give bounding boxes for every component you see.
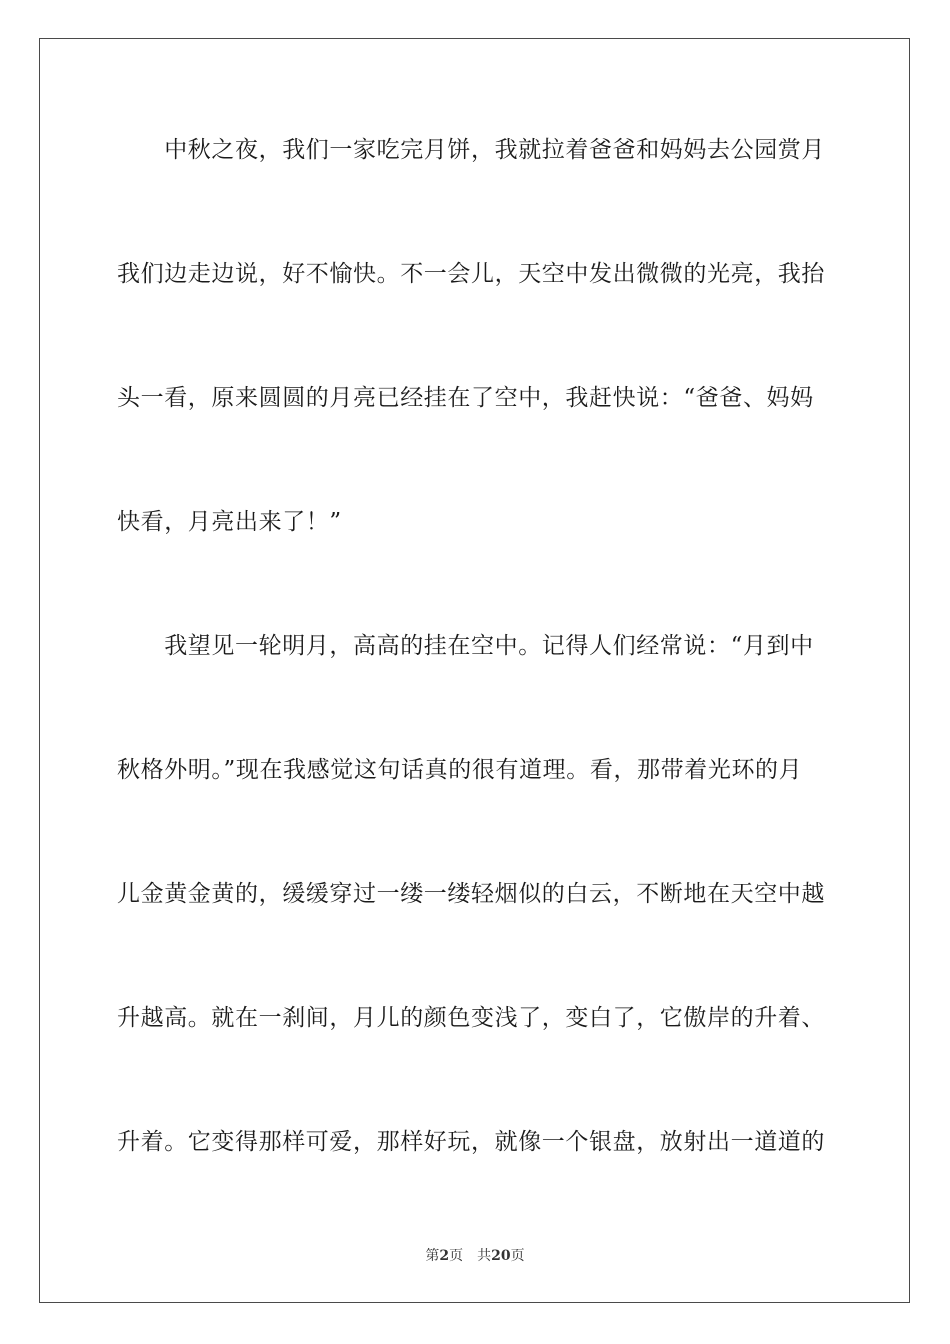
total-prefix: 共 <box>477 1248 492 1264</box>
total-suffix: 页 <box>510 1248 525 1264</box>
text-line-5: 我望见一轮明月，高高的挂在空中。记得人们经常说：“月到中 <box>117 633 814 659</box>
page-prefix: 第 <box>425 1248 440 1264</box>
text-line-8: 升越高。就在一刹间，月儿的颜色变浅了，变白了，它傲岸的升着、 <box>117 1005 825 1031</box>
text-line-9: 升着。它变得那样可爱，那样好玩，就像一个银盘，放射出一道道的 <box>117 1129 825 1155</box>
page-suffix: 页 <box>449 1248 464 1264</box>
text-line-1: 中秋之夜，我们一家吃完月饼，我就拉着爸爸和妈妈去公园赏月 <box>117 137 825 163</box>
page-footer <box>0 1247 950 1265</box>
text-line-3: 头一看，原来圆圆的月亮已经挂在了空中，我赶快说：“爸爸、妈妈 <box>117 385 814 411</box>
text-line-4: 快看，月亮出来了！” <box>117 509 342 535</box>
text-line-2: 我们边走边说，好不愉快。不一会儿，天空中发出微微的光亮，我抬 <box>117 261 825 287</box>
total-pages: 20 <box>491 1248 511 1264</box>
text-line-7: 儿金黄金黄的，缓缓穿过一缕一缕轻烟似的白云，不断地在天空中越 <box>117 881 825 907</box>
text-line-6: 秋格外明。”现在我感觉这句话真的很有道理。看，那带着光环的月 <box>117 757 803 783</box>
page-number: 2 <box>439 1248 450 1264</box>
page-border <box>39 38 910 1303</box>
